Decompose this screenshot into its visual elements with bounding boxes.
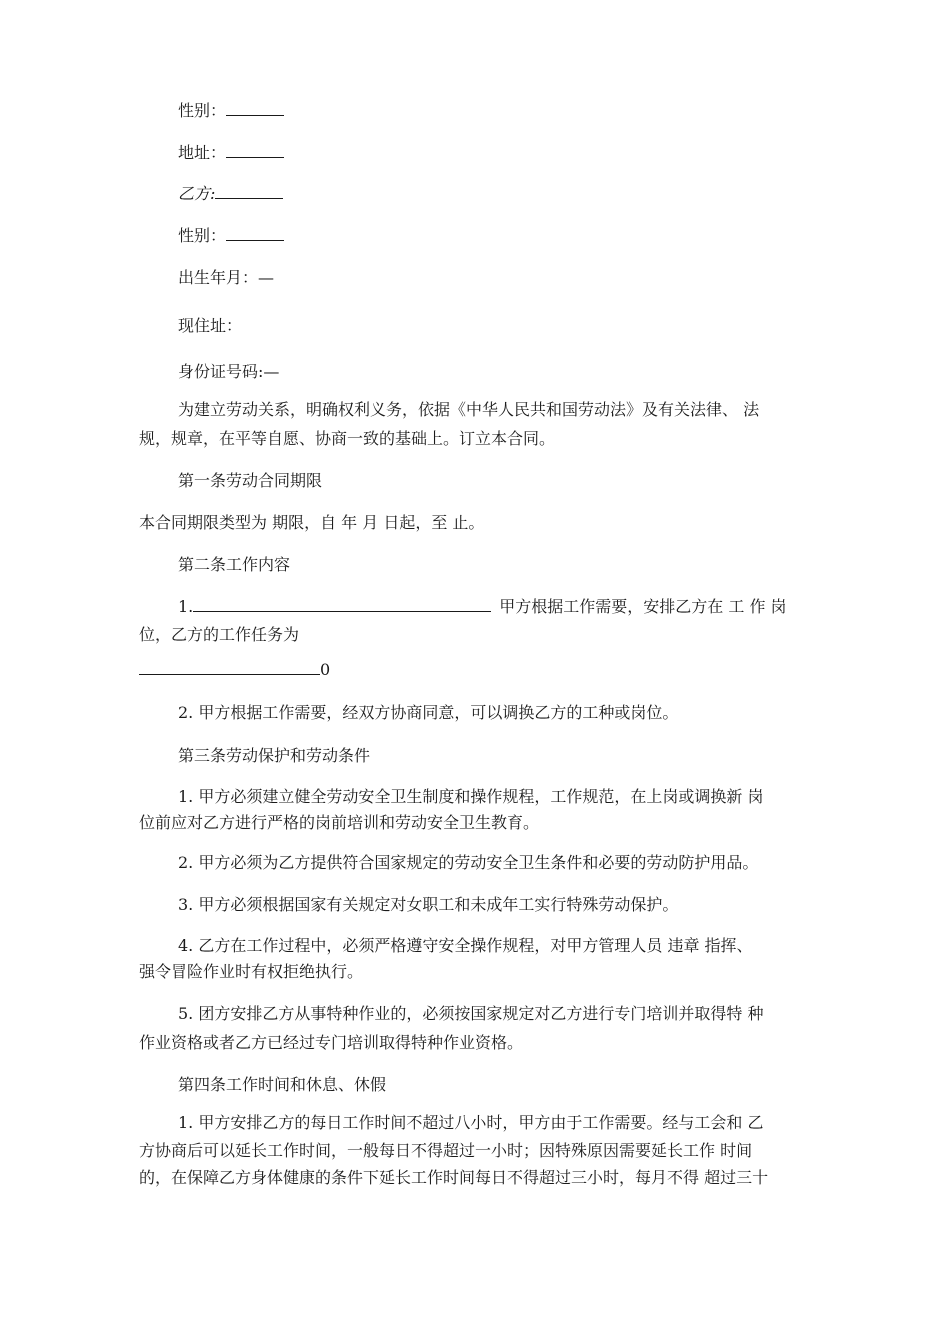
article3-item2: 2. 甲方必须为乙方提供符合国家规定的劳动安全卫生条件和必要的劳动防护用品。 bbox=[178, 853, 759, 872]
preamble-line-2: 规，规章，在平等自愿、协商一致的基础上。订立本合同。 bbox=[139, 429, 556, 448]
address-label: 地址： bbox=[178, 143, 227, 162]
id-label: 身份证号码:— bbox=[178, 362, 280, 381]
address-blank bbox=[226, 144, 284, 158]
task-blank bbox=[139, 661, 320, 675]
address-field bbox=[178, 143, 284, 163]
job-blank bbox=[193, 598, 491, 612]
article2-item1-prefix: 1. bbox=[178, 597, 194, 616]
article2-item1-rest: 甲方根据工作需要，安排乙方在 工 作 岗 bbox=[499, 597, 787, 616]
party-b-blank bbox=[215, 185, 283, 199]
party-b-label: 乙方: bbox=[178, 184, 216, 203]
gender2-field bbox=[178, 226, 284, 246]
article2-item1-end: 0 bbox=[320, 660, 331, 679]
gender2-blank bbox=[226, 227, 284, 241]
gender-label: 性别： bbox=[178, 101, 227, 120]
article2-title: 第二条工作内容 bbox=[178, 555, 291, 574]
article3-item3: 3. 甲方必须根据国家有关规定对女职工和未成年工实行特殊劳动保护。 bbox=[178, 895, 679, 914]
article2-item1-line3 bbox=[139, 660, 330, 680]
gender2-label: 性别： bbox=[178, 226, 227, 245]
party-b-field bbox=[178, 184, 283, 204]
birth-label: 出生年月：— bbox=[178, 268, 275, 287]
article4-item1-line2: 方协商后可以延长工作时间，一般每日不得超过一小时；因特殊原因需要延长工作 时间 bbox=[139, 1141, 753, 1160]
article3-item5-line1: 5. 团方安排乙方从事特种作业的，必须按国家规定对乙方进行专门培训并取得特 种 bbox=[178, 1004, 764, 1023]
article4-title: 第四条工作时间和休息、休假 bbox=[178, 1075, 387, 1094]
id-field bbox=[178, 362, 279, 382]
article3-item5-line2: 作业资格或者乙方已经过专门培训取得特种作业资格。 bbox=[139, 1033, 524, 1052]
residence-field bbox=[178, 316, 242, 336]
article4-item1-line1: 1. 甲方安排乙方的每日工作时间不超过八小时，甲方由于工作需要。经与工会和 乙 bbox=[178, 1113, 764, 1132]
article2-item1-line1 bbox=[178, 597, 787, 617]
birth-field bbox=[178, 268, 274, 288]
article2-item1-line2: 位，乙方的工作任务为 bbox=[139, 625, 300, 644]
gender-field bbox=[178, 101, 284, 121]
article3-title: 第三条劳动保护和劳动条件 bbox=[178, 746, 371, 765]
residence-label: 现住址： bbox=[178, 316, 243, 335]
article3-item1-line2: 位前应对乙方进行严格的岗前培训和劳动安全卫生教育。 bbox=[139, 813, 540, 832]
preamble-line-1: 为建立劳动关系，明确权利义务，依据《中华人民共和国劳动法》及有关法律、 法 bbox=[178, 400, 760, 419]
article1-title: 第一条劳动合同期限 bbox=[178, 471, 323, 490]
article3-item4-line2: 强令冒险作业时有权拒绝执行。 bbox=[139, 962, 364, 981]
article2-item2: 2. 甲方根据工作需要，经双方协商同意，可以调换乙方的工种或岗位。 bbox=[178, 703, 679, 722]
article3-item1-line1: 1. 甲方必须建立健全劳动安全卫生制度和操作规程，工作规范，在上岗或调换新 岗 bbox=[178, 787, 764, 806]
gender-blank bbox=[226, 102, 284, 116]
article4-item1-line3: 的，在保障乙方身体健康的条件下延长工作时间每日不得超过三小时，每月不得 超过三十 bbox=[139, 1168, 769, 1187]
article1-body: 本合同期限类型为 期限，自 年 月 日起，至 止。 bbox=[139, 513, 485, 532]
article3-item4-line1: 4. 乙方在工作过程中，必须严格遵守安全操作规程，对甲方管理人员 违章 指挥、 bbox=[178, 936, 753, 955]
